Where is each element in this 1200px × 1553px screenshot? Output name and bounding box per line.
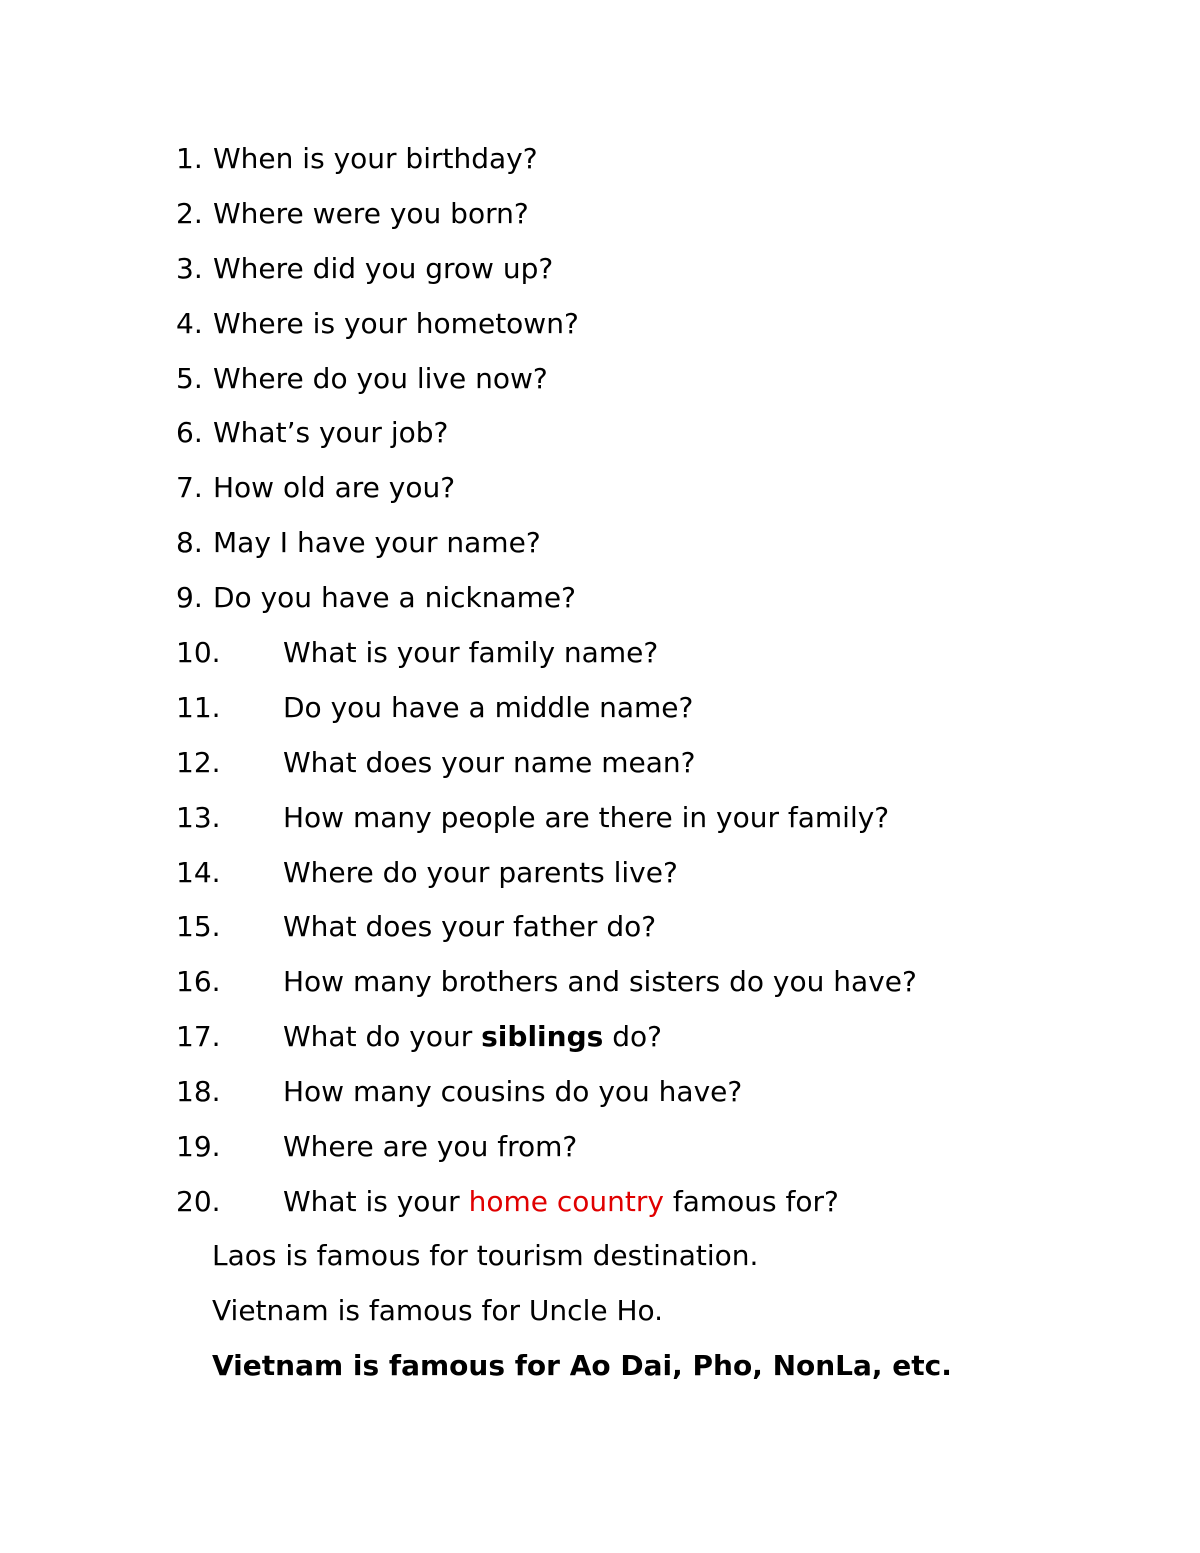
question-text: When is your birthday?	[213, 142, 538, 175]
question-number: 3.	[176, 251, 203, 285]
question-number: 17.	[176, 1020, 221, 1054]
question-number: 8.	[176, 526, 203, 560]
question-text: What is your family name?	[283, 636, 659, 670]
question-number: 11.	[176, 690, 221, 724]
question-item	[176, 1120, 917, 1175]
question-text: Where were you born?	[213, 196, 529, 230]
question-item	[176, 955, 917, 1010]
question-text	[283, 1185, 839, 1218]
question-item	[176, 900, 917, 955]
question-number: 13.	[176, 800, 221, 834]
question-text	[283, 1020, 662, 1053]
question-text: Where are you from?	[283, 1130, 578, 1164]
question-text: How many people are there in your family?	[283, 800, 890, 834]
bold-keyword: siblings	[481, 1020, 604, 1054]
question-text: Where do you live now?	[213, 361, 548, 395]
question-item	[176, 791, 917, 846]
question-item	[176, 352, 917, 407]
question-text: How old are you?	[213, 471, 456, 505]
question-number: 7.	[176, 471, 203, 505]
question-number: 18.	[176, 1075, 221, 1109]
question-text-part: What do your	[283, 1020, 482, 1054]
question-number: 16.	[176, 965, 221, 999]
question-number: 12.	[176, 745, 221, 779]
question-item	[176, 297, 917, 352]
question-number: 2.	[176, 196, 203, 230]
question-text-part: What is your	[283, 1184, 469, 1218]
question-item	[176, 846, 917, 901]
question-number: 6.	[176, 416, 203, 450]
question-text: What’s your job?	[213, 416, 449, 450]
question-text: Do you have a middle name?	[283, 690, 694, 724]
answer-line-bold: Vietnam is famous for Ao Dai, Pho, NonLa, etc.	[212, 1349, 952, 1382]
question-text: Where is your hometown?	[213, 306, 579, 340]
question-number: 4.	[176, 306, 203, 340]
question-item	[176, 1065, 917, 1120]
question-text: How many brothers and sisters do you have?	[283, 965, 917, 999]
question-number: 5.	[176, 361, 203, 395]
answer-line: Vietnam is famous for Uncle Ho.	[212, 1294, 664, 1327]
question-item	[176, 132, 917, 187]
question-item	[176, 406, 917, 461]
question-item	[176, 461, 917, 516]
question-text: Where do your parents live?	[283, 855, 678, 889]
question-number: 1.	[176, 142, 203, 175]
question-list	[176, 132, 917, 1230]
question-text: May I have your name?	[213, 526, 541, 560]
question-text: Do you have a nickname?	[213, 581, 577, 615]
question-item	[176, 626, 917, 681]
question-number: 14.	[176, 855, 221, 889]
red-highlighted-phrase: home country	[468, 1184, 664, 1218]
question-number: 9.	[176, 581, 203, 615]
answer-line: Laos is famous for tourism destination.	[212, 1239, 759, 1272]
question-text: What does your father do?	[283, 910, 657, 944]
question-number: 15.	[176, 910, 221, 944]
question-item	[176, 242, 917, 297]
question-number: 10.	[176, 636, 221, 670]
question-item	[176, 571, 917, 626]
question-number: 19.	[176, 1130, 221, 1164]
question-text-part: do?	[603, 1020, 662, 1054]
question-item	[176, 736, 917, 791]
answer-block	[212, 1228, 952, 1393]
question-item	[176, 187, 917, 242]
question-number: 20.	[176, 1184, 221, 1218]
question-item	[176, 516, 917, 571]
question-item	[176, 1010, 917, 1065]
question-text-part: famous for?	[663, 1184, 839, 1218]
question-item	[176, 681, 917, 736]
question-text: What does your name mean?	[283, 745, 696, 779]
question-item	[176, 1175, 917, 1230]
question-text: Where did you grow up?	[213, 251, 554, 285]
question-text: How many cousins do you have?	[283, 1075, 743, 1109]
